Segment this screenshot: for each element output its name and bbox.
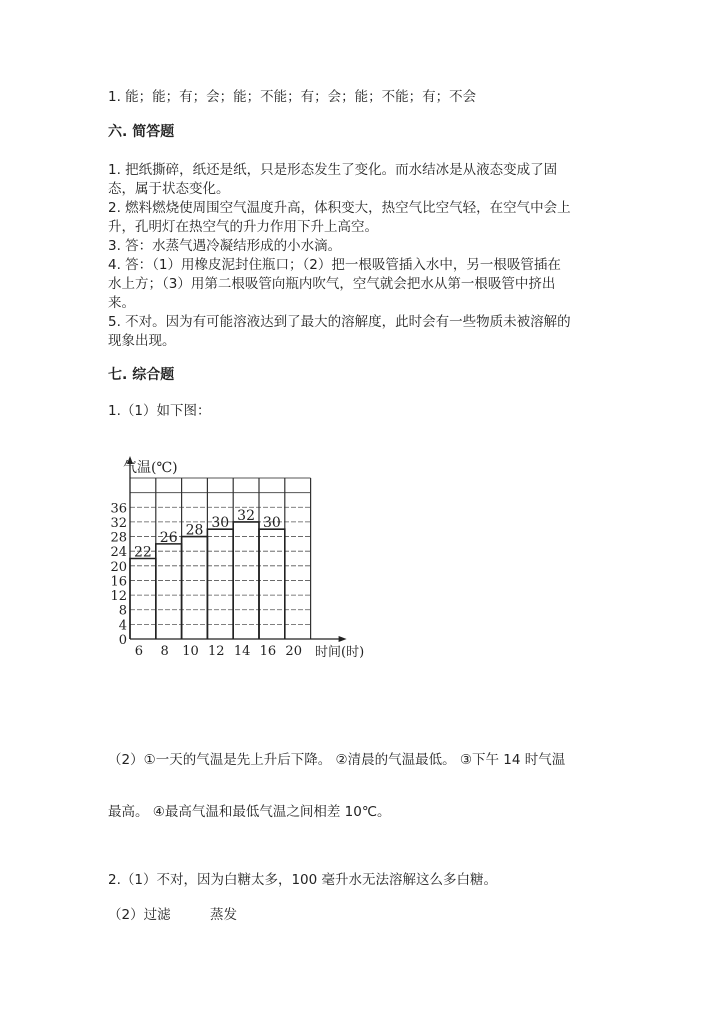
y-tick-label: 36	[110, 501, 127, 517]
y-tick-label: 20	[110, 559, 127, 575]
section5-answer-1: 1. 能；能；有；会；能；不能；有；会；能；不能；有；不会	[108, 89, 477, 105]
section6-line: 升，孔明灯在热空气的升力作用下升上高空。	[108, 219, 378, 235]
section6-line: 1. 把纸撕碎，纸还是纸，只是形态发生了变化。而水结冰是从液态变成了固	[108, 162, 558, 178]
x-tick-label: 16	[259, 644, 277, 659]
y-tick-label: 0	[118, 633, 127, 648]
y-tick-label: 4	[118, 618, 127, 634]
q2-part1: 2.（1）不对，因为白糖太多，100 毫升水无法溶解这么多白糖。	[108, 872, 498, 888]
bar-data-label: 22	[133, 544, 152, 561]
temperature-chart	[105, 450, 385, 670]
bar	[182, 537, 208, 639]
bar-data-label: 32	[237, 507, 256, 524]
x-tick-label: 10	[182, 644, 199, 659]
y-tick-label: 12	[110, 589, 127, 605]
bar-data-label: 26	[159, 529, 178, 546]
section7-title: 七. 综合题	[108, 367, 175, 383]
y-tick-label: 8	[118, 603, 127, 619]
section6-line: 3. 答：水蒸气遇冷凝结形成的小水滴。	[108, 238, 342, 254]
section6-line: 态，属于状态变化。	[108, 181, 230, 197]
q1-part2-line1: （2）①一天的气温是先上升后下降。 ②清晨的气温最低。 ③下午 14 时气温	[108, 752, 566, 768]
q2-part2-answer: 蒸发	[210, 907, 237, 923]
bar-data-label: 28	[185, 522, 204, 539]
x-tick-label: 12	[208, 644, 225, 659]
x-tick-label: 20	[285, 644, 302, 659]
bar-data-label: 30	[262, 515, 281, 532]
x-axis-label: 时间(时)	[315, 645, 365, 660]
x-tick-label: 6	[134, 644, 144, 659]
y-tick-label: 24	[110, 545, 127, 561]
section6-line: 2. 燃料燃烧使周围空气温度升高，体积变大，热空气比空气轻，在空气中会上	[108, 200, 571, 216]
x-tick-label: 8	[160, 644, 169, 659]
section6-line: 水上方；（3）用第二根吸管向瓶内吹气，空气就会把水从第一根吸管中挤出	[108, 276, 556, 292]
bar-data-label: 30	[211, 515, 230, 532]
y-tick-label: 16	[110, 574, 127, 590]
x-axis-arrow	[339, 636, 347, 642]
section6-line: 来。	[108, 295, 135, 311]
section6-line: 4. 答：（1）用橡皮泥封住瓶口；（2）把一根吸管插入水中，另一根吸管插在	[108, 257, 561, 273]
q1-intro: 1.（1）如下图：	[108, 403, 211, 419]
q2-part2-label: （2）过滤	[108, 907, 171, 923]
section6-line: 5. 不对。因为有可能溶液达到了最大的溶解度，此时会有一些物质未被溶解的	[108, 314, 571, 330]
bar	[259, 529, 285, 639]
bar	[130, 559, 156, 640]
y-axis-label: 气温(℃)	[123, 460, 178, 476]
section6-line: 现象出现。	[108, 333, 176, 349]
y-tick-label: 28	[110, 530, 127, 546]
x-tick-label: 14	[233, 644, 251, 659]
bar	[207, 529, 233, 639]
q1-part2-line2: 最高。 ④最高气温和最低气温之间相差 10℃。	[108, 804, 391, 820]
y-tick-label: 32	[110, 515, 127, 531]
section6-title: 六. 简答题	[108, 124, 175, 140]
